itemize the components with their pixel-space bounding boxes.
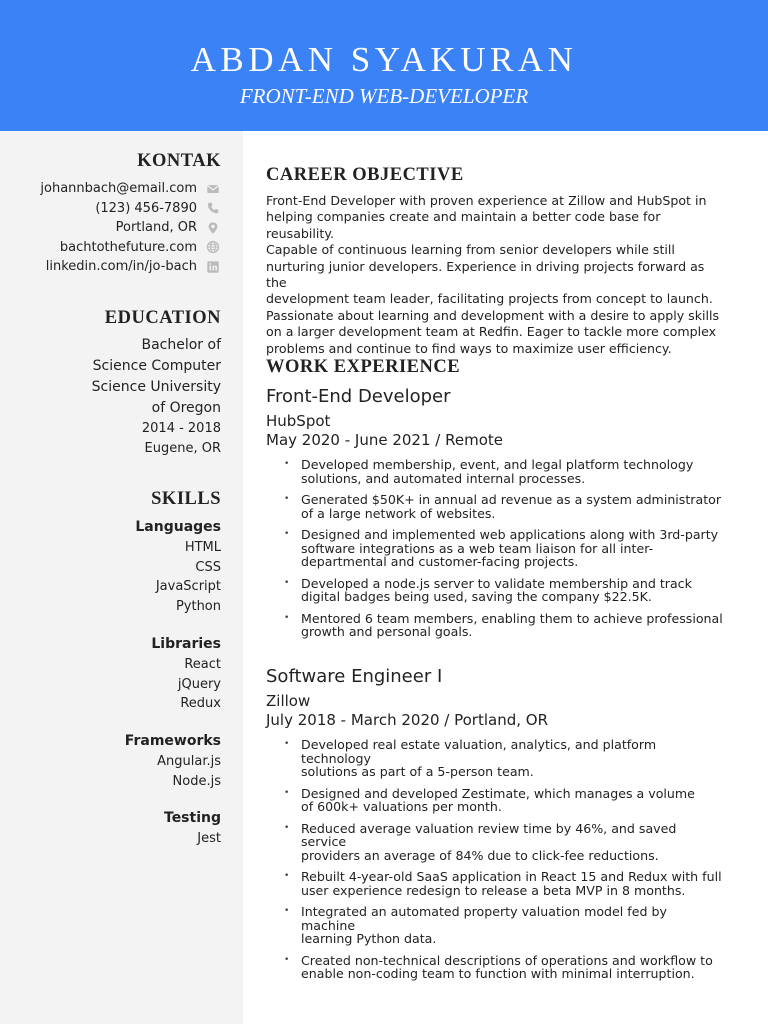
linkedin-icon xyxy=(205,260,221,274)
job-bullet xyxy=(284,493,724,520)
skill-item: Python xyxy=(175,598,221,614)
experience-heading: WORK EXPERIENCE xyxy=(266,357,461,377)
education-degree xyxy=(92,335,221,419)
job-bullet xyxy=(284,738,724,779)
job-bullet xyxy=(284,458,724,485)
skill-item: jQuery xyxy=(177,676,221,692)
skills-heading: SKILLS xyxy=(151,489,221,509)
job-bullet xyxy=(284,954,724,981)
contact-list xyxy=(40,179,221,277)
contact-website-text: bachtothefuture.com xyxy=(59,239,197,255)
skill-item: React xyxy=(184,657,221,672)
job-bullets xyxy=(284,738,724,989)
sidebar xyxy=(0,131,243,1024)
skill-item: CSS xyxy=(195,559,221,575)
skills-group-title: Languages xyxy=(135,519,221,535)
skills-list xyxy=(125,752,221,791)
job-bullet-line: learning Python data. xyxy=(301,931,437,946)
job-meta: May 2020 - June 2021 / Remote xyxy=(266,431,503,449)
job-bullet-line: software integrations as a web team liaison for all inter- xyxy=(301,540,654,556)
job-bullet xyxy=(284,612,724,639)
candidate-name: ABDAN SYAKURAN xyxy=(190,40,578,79)
globe-icon xyxy=(205,240,221,254)
objective-heading: CAREER OBJECTIVE xyxy=(266,165,464,185)
job-bullet-line: • Mentored 6 team members, enabling them to achieve professional xyxy=(301,610,723,626)
skills-list xyxy=(135,538,221,616)
contact-location-text: Portland, OR xyxy=(115,220,197,236)
skills-list xyxy=(151,655,221,714)
objective-line: Front-End Developer with proven experience at Zillow and HubSpot in xyxy=(266,193,707,208)
job-title: Software Engineer I xyxy=(266,666,443,687)
job-bullet-line: • Created non-technical descriptions of operations and workflow to xyxy=(301,952,713,968)
skill-item: Angular.js xyxy=(157,754,221,769)
education-degree-line: Science University xyxy=(91,379,221,395)
email-icon xyxy=(205,182,221,196)
job-bullet xyxy=(284,577,724,604)
phone-icon xyxy=(205,201,221,215)
objective-line: problems and continue to find ways to maximize user efficiency. xyxy=(266,340,672,356)
objective-line: helping companies create and maintain a better code base for reusability. xyxy=(266,209,661,241)
education-heading: EDUCATION xyxy=(104,308,221,328)
job-bullet-line: • Designed and implemented web applications along with 3rd-party xyxy=(301,527,719,542)
skills-group-testing xyxy=(164,808,221,849)
objective-line: development team leader, facilitating projects from concept to launch. xyxy=(266,291,713,307)
job-bullet-line: solutions as part of a 5-person team. xyxy=(301,764,534,779)
job-bullet-line: providers an average of 84% due to click-fee reductions. xyxy=(301,847,659,863)
contact-location xyxy=(40,218,221,238)
objective-line: Passionate about learning and development with a desire to apply skills xyxy=(266,307,720,323)
candidate-role: FRONT-END WEB-DEVELOPER xyxy=(239,84,529,108)
job-bullet-line: solutions, and automated internal processes. xyxy=(301,470,586,486)
job-bullet-line: • Developed real estate valuation, analytics, and platform technology xyxy=(301,737,657,766)
skills-group-libraries xyxy=(151,634,221,714)
job-bullet-line: user experience redesign to release a beta MVP in 8 months. xyxy=(301,882,686,898)
job-company: HubSpot xyxy=(266,412,331,430)
job-bullet-line: • Rebuilt 4-year-old SaaS application in React 15 and Redux with full xyxy=(301,869,722,884)
contact-phone[interactable] xyxy=(40,199,221,219)
job-bullet xyxy=(284,822,724,863)
skills-group-languages xyxy=(135,517,221,616)
job-bullet-line: of a large network of websites. xyxy=(301,505,496,521)
job-bullet-line: • Reduced average valuation review time by 46%, and saved service xyxy=(301,820,677,849)
job-company: Zillow xyxy=(266,692,311,710)
skill-item: JavaScript xyxy=(155,579,221,594)
job-bullet xyxy=(284,787,724,814)
job-bullet-line: enable non-coding team to function with minimal interruption. xyxy=(301,966,695,981)
skills-group-frameworks xyxy=(125,731,221,791)
contact-heading: KONTAK xyxy=(137,151,221,171)
job-bullet xyxy=(284,905,724,946)
job-bullet-line: • Developed a node.js server to validate membership and track xyxy=(301,575,692,591)
job-title: Front-End Developer xyxy=(266,386,451,407)
objective-line: Capable of continuous learning from senior developers while still xyxy=(266,242,675,258)
objective-text xyxy=(266,193,726,357)
job-bullet-line: growth and personal goals. xyxy=(301,624,473,639)
contact-email[interactable] xyxy=(40,179,221,199)
skills-group-title: Frameworks xyxy=(124,733,221,749)
contact-email-text: johannbach@email.com xyxy=(40,181,197,197)
skills-group-title: Testing xyxy=(164,810,221,826)
job-bullet xyxy=(284,528,724,569)
location-pin-icon xyxy=(205,221,221,235)
contact-phone-text: (123) 456-7890 xyxy=(95,200,197,216)
education-degree-line: of Oregon xyxy=(151,400,221,416)
job-bullet-line: • Designed and developed Zestimate, which manages a volume xyxy=(301,785,695,801)
job-bullet-line: digital badges being used, saving the company $22.5K. xyxy=(301,589,652,604)
job-bullet xyxy=(284,870,724,897)
job-bullet-line: • Integrated an automated property valuation model fed by machine xyxy=(301,904,667,933)
job-bullet-line: of 600k+ valuations per month. xyxy=(301,799,502,814)
resume-header xyxy=(0,0,768,131)
skill-item: Node.js xyxy=(172,773,221,789)
education-years: 2014 - 2018 xyxy=(141,421,221,436)
objective-line: nurturing junior developers. Experience in driving projects forward as the xyxy=(266,258,705,291)
job-meta: July 2018 - March 2020 / Portland, OR xyxy=(266,711,549,729)
skill-item: Redux xyxy=(180,696,221,711)
education-degree-line: Science Computer xyxy=(92,358,221,374)
skills-list xyxy=(164,829,221,849)
education-details xyxy=(142,419,221,458)
skills-group-title: Libraries xyxy=(151,636,221,652)
contact-linkedin[interactable] xyxy=(40,257,221,277)
job-bullet-line: • Developed membership, event, and legal platform technology xyxy=(301,457,694,472)
education-degree-line: Bachelor of xyxy=(141,337,221,353)
job-bullets xyxy=(284,458,724,647)
contact-website[interactable] xyxy=(40,238,221,258)
contact-linkedin-text: linkedin.com/in/jo-bach xyxy=(45,259,197,275)
education-location: Eugene, OR xyxy=(144,440,221,456)
skill-item: HTML xyxy=(184,540,221,555)
objective-line: on a larger development team at Redfin. Eager to tackle more complex xyxy=(266,324,717,340)
skill-item: Jest xyxy=(197,831,221,846)
job-bullet-line: • Generated $50K+ in annual ad revenue as a system administrator xyxy=(301,492,722,507)
job-bullet-line: departmental and customer-facing projects. xyxy=(301,554,579,569)
